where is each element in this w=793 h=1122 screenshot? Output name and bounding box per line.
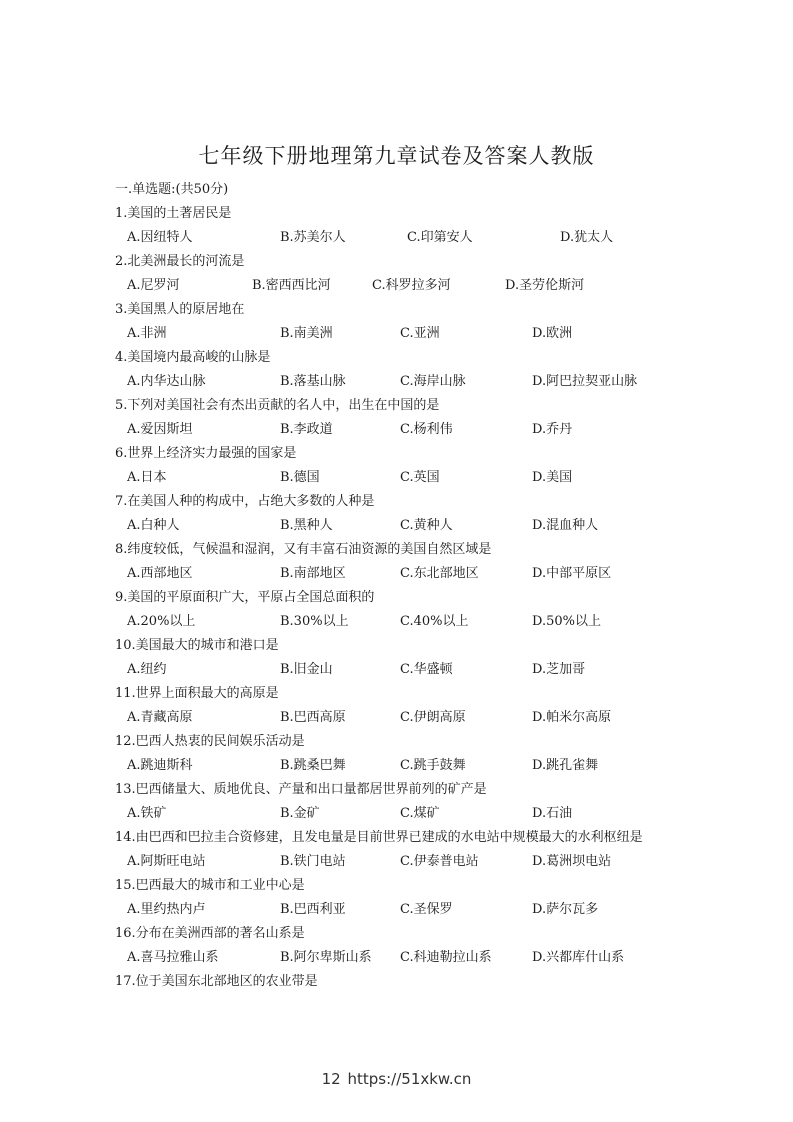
option-b: B.阿尔卑斯山系 — [280, 950, 372, 965]
option-d: D.阿巴拉契亚山脉 — [532, 374, 638, 389]
option-a: A.青藏高原 — [127, 710, 193, 725]
question-text-8: 8.纬度较低，气候温和湿润，又有丰富石油资源的美国自然区域是 — [115, 542, 492, 557]
option-c: C.煤矿 — [400, 806, 440, 821]
option-d: D.石油 — [532, 806, 573, 821]
option-a: A.喜马拉雅山系 — [127, 950, 219, 965]
option-c: C.跳手鼓舞 — [400, 758, 466, 773]
option-a: A.阿斯旺电站 — [127, 854, 206, 869]
option-b: B.落基山脉 — [280, 374, 346, 389]
option-c: C.科迪勒拉山系 — [400, 950, 492, 965]
option-d: D.犹太人 — [560, 230, 614, 245]
option-a: A.日本 — [127, 470, 167, 485]
option-b: B.李政道 — [280, 422, 333, 437]
question-text-7: 7.在美国人种的构成中，占绝大多数的人种是 — [115, 494, 375, 509]
option-a: A.纽约 — [127, 662, 167, 677]
question-text-10: 10.美国最大的城市和港口是 — [115, 638, 279, 653]
option-d: D.萨尔瓦多 — [532, 902, 599, 917]
options-row-9 — [115, 610, 755, 634]
option-d: D.葛洲坝电站 — [532, 854, 612, 869]
option-c: C.杨利伟 — [400, 422, 453, 437]
options-row-4 — [115, 370, 755, 394]
option-a: A.爱因斯坦 — [127, 422, 193, 437]
option-c: C.伊朗高原 — [400, 710, 466, 725]
option-d: D.中部平原区 — [532, 566, 612, 581]
option-d: D.兴都库什山系 — [532, 950, 625, 965]
options-row-2 — [115, 274, 755, 298]
option-d: D.芝加哥 — [532, 662, 586, 677]
option-c: C.华盛顿 — [400, 662, 453, 677]
options-row-13 — [115, 802, 755, 826]
option-c: C.40%以上 — [400, 614, 469, 629]
option-a: A.尼罗河 — [127, 278, 180, 293]
option-b: B.巴西利亚 — [280, 902, 346, 917]
question-text-11: 11.世界上面积最大的高原是 — [115, 686, 279, 701]
options-row-3 — [115, 322, 755, 346]
option-d: D.50%以上 — [532, 614, 601, 629]
question-text-5: 5.下列对美国社会有杰出贡献的名人中，出生在中国的是 — [115, 398, 440, 413]
question-text-4: 4.美国境内最高峻的山脉是 — [115, 350, 271, 365]
options-row-16 — [115, 946, 755, 970]
option-c: C.黄种人 — [400, 518, 453, 533]
option-c: C.东北部地区 — [400, 566, 479, 581]
option-d: D.混血种人 — [532, 518, 599, 533]
option-b: B.巴西高原 — [280, 710, 346, 725]
question-text-14: 14.由巴西和巴拉圭合资修建，且发电量是目前世界已建成的水电站中规模最大的水利枢纽是 — [115, 830, 643, 845]
options-row-6 — [115, 466, 755, 490]
footer-url: https://51xkw.cn — [347, 1070, 472, 1088]
option-b: B.南美洲 — [280, 326, 333, 341]
option-b: B.苏美尔人 — [280, 230, 346, 245]
options-row-15 — [115, 898, 755, 922]
section-heading: 一.单选题:(共50分) — [115, 182, 229, 197]
option-a: A.铁矿 — [127, 806, 167, 821]
option-a: A.内华达山脉 — [127, 374, 206, 389]
option-c: C.亚洲 — [400, 326, 440, 341]
option-b: B.跳桑巴舞 — [280, 758, 346, 773]
option-c: C.印第安人 — [407, 230, 473, 245]
option-d: D.跳孔雀舞 — [532, 758, 599, 773]
option-d: D.乔丹 — [532, 422, 573, 437]
options-row-14 — [115, 850, 755, 874]
option-d: D.欧洲 — [532, 326, 573, 341]
page-footer — [0, 1070, 793, 1088]
options-row-5 — [115, 418, 755, 442]
option-b: B.德国 — [280, 470, 320, 485]
option-b: B.30%以上 — [280, 614, 349, 629]
question-text-15: 15.巴西最大的城市和工业中心是 — [115, 878, 305, 893]
options-row-7 — [115, 514, 755, 538]
option-b: B.密西西比河 — [252, 278, 331, 293]
option-c: C.科罗拉多河 — [372, 278, 451, 293]
option-a: A.非洲 — [127, 326, 167, 341]
option-d: D.美国 — [532, 470, 573, 485]
option-a: A.白种人 — [127, 518, 180, 533]
question-text-1: 1.美国的土著居民是 — [115, 206, 232, 221]
question-text-13: 13.巴西储量大、质地优良、产量和出口量都居世界前列的矿产是 — [115, 782, 487, 797]
option-b: B.铁门电站 — [280, 854, 346, 869]
page-number: 12 — [321, 1070, 341, 1088]
option-a: A.跳迪斯科 — [127, 758, 193, 773]
question-text-16: 16.分布在美洲西部的著名山系是 — [115, 926, 305, 941]
option-d: D.帕米尔高原 — [532, 710, 612, 725]
option-c: C.圣保罗 — [400, 902, 453, 917]
option-b: B.金矿 — [280, 806, 320, 821]
option-c: C.伊泰普电站 — [400, 854, 479, 869]
option-b: B.旧金山 — [280, 662, 333, 677]
question-text-17: 17.位于美国东北部地区的农业带是 — [115, 974, 318, 989]
question-text-3: 3.美国黑人的原居地在 — [115, 302, 245, 317]
option-a: A.里约热内卢 — [127, 902, 206, 917]
options-row-12 — [115, 754, 755, 778]
question-list — [115, 178, 755, 994]
question-text-6: 6.世界上经济实力最强的国家是 — [115, 446, 297, 461]
document-title: 七年级下册地理第九章试卷及答案人教版 — [198, 144, 595, 168]
option-b: B.南部地区 — [280, 566, 346, 581]
option-a: A.20%以上 — [127, 614, 196, 629]
option-a: A.西部地区 — [127, 566, 193, 581]
question-text-2: 2.北美洲最长的河流是 — [115, 254, 245, 269]
option-c: C.英国 — [400, 470, 440, 485]
questions-container — [115, 202, 755, 970]
option-a: A.因纽特人 — [127, 230, 193, 245]
option-c: C.海岸山脉 — [400, 374, 466, 389]
options-row-8 — [115, 562, 755, 586]
options-row-1 — [115, 226, 755, 250]
option-b: B.黑种人 — [280, 518, 333, 533]
options-row-11 — [115, 706, 755, 730]
question-text-9: 9.美国的平原面积广大，平原占全国总面积的 — [115, 590, 375, 605]
options-row-10 — [115, 658, 755, 682]
option-d: D.圣劳伦斯河 — [505, 278, 585, 293]
question-text-12: 12.巴西人热衷的民间娱乐活动是 — [115, 734, 305, 749]
